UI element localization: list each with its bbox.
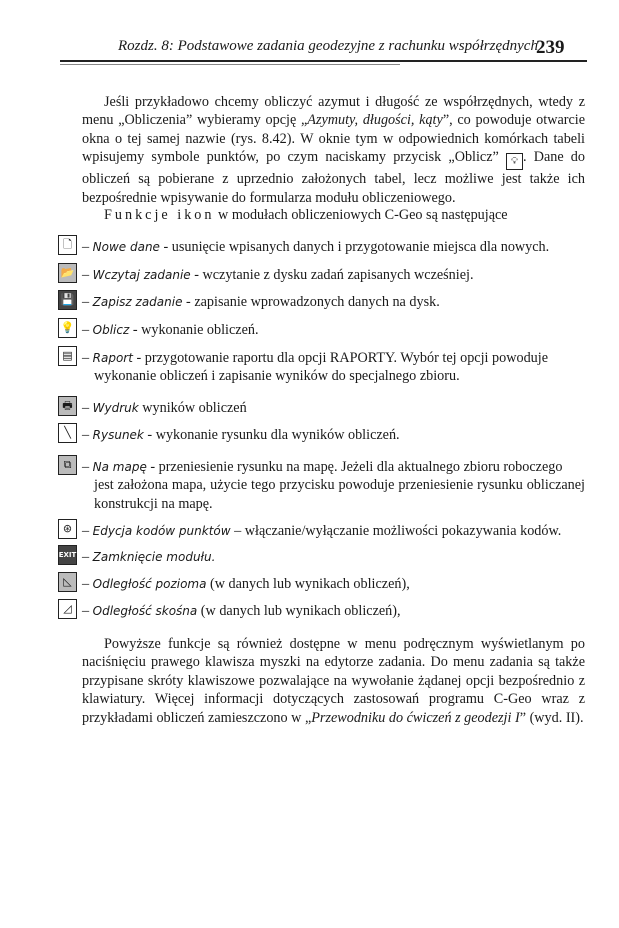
item-text: – Raport - przygotowanie raportu dla opcji RAPORTY. Wybór tej opcji powoduje wykonanie obliczeń i zapisanie wyników do specjalnego zbioru. <box>82 349 585 386</box>
item-label: Raport <box>92 351 133 365</box>
icon-list-item <box>58 266 585 284</box>
item-desc: (w danych lub wynikach obliczeń), <box>200 603 401 619</box>
item-text: – Rysunek - wykonanie rysunku dla wyników obliczeń. <box>82 427 400 443</box>
item-text: – Na mapę - przeniesienie rysunku na mapę. Jeżeli dla aktualnego zbioru roboczego jest założona mapa, użycie tego przycisku powoduje przeniesienie rysunku obliczanej konstrukcji na mapę. <box>82 459 585 512</box>
item-sep: - <box>182 294 195 310</box>
outro-text-2: ” (wyd. II). <box>519 709 584 726</box>
item-desc: włączanie/wyłączanie możliwości pokazywania kodów. <box>244 523 562 539</box>
to-map-icon: ⧉ <box>58 455 77 475</box>
item-label: Edycja kodów punktów <box>92 524 231 538</box>
item-label: Zamknięcie modułu. <box>92 550 216 564</box>
item-label: Zapisz zadanie <box>92 295 183 309</box>
item-desc: wyników obliczeń <box>142 400 247 416</box>
item-text: – Wczytaj zadanie - wczytanie z dysku zadań zapisanych wcześniej. <box>82 267 474 283</box>
item-label: Wydruk <box>92 401 139 415</box>
icon-list-item <box>58 548 585 566</box>
icon-list-item <box>58 349 585 386</box>
running-header: Rozdz. 8: Podstawowe zadania geodezyjne z rachunku współrzędnych <box>118 38 538 54</box>
icons-lead <box>104 207 508 224</box>
item-label: Wczytaj zadanie <box>92 268 191 282</box>
open-task-icon: 📂 <box>58 263 77 283</box>
print-icon: 🖶 <box>58 396 77 416</box>
item-desc: wczytanie z dysku zadań zapisanych wcześniej. <box>202 267 474 283</box>
item-sep: - <box>146 459 159 475</box>
exit-label: EXIT <box>58 550 77 559</box>
item-desc: zapisanie wprowadzonych danych na dysk. <box>194 294 440 310</box>
item-text: – Odległość pozioma (w danych lub wynikach obliczeń), <box>82 576 410 592</box>
item-sep: - <box>159 239 172 255</box>
item-label: Odległość skośna <box>92 604 198 618</box>
intro-menu-option: Azymuty, długości, kąty <box>307 112 443 129</box>
item-label: Nowe dane <box>92 240 160 254</box>
calculate-icon: 💡 <box>58 318 77 338</box>
icon-list-item <box>58 399 585 417</box>
item-desc: przeniesienie rysunku na mapę. Jeżeli dla aktualnego zbioru roboczego <box>158 459 563 475</box>
intro-paragraph <box>82 93 585 207</box>
outro-paragraph <box>82 635 585 727</box>
item-desc-cont: wykonanie obliczeń i zapisanie wyników do specjalnego zbioru. <box>94 368 460 385</box>
lead-spaced: Funkcje ikon <box>104 207 215 223</box>
exit-icon <box>58 545 77 565</box>
intro-text-3: . Dane do obliczeń są pobierane z uprzednio założonych tabel, lecz możliwe jest także ich bezpośrednie wpisywanie do formularza modułu obliczeniowego. <box>82 149 585 206</box>
intro-text-1: Jeśli przykładowo chcemy obliczyć azymut i długość ze współrzędnych, wtedy z menu „Obliczenia” wybieramy opcję „ <box>82 94 585 129</box>
item-sep: - <box>190 267 203 283</box>
item-sep: - <box>132 350 145 366</box>
item-desc-cont: jest założona mapa, użycie tego przycisku powoduje przeniesienie rysunku obliczanej konstrukcji na mapę. <box>94 477 585 512</box>
page-number: 239 <box>536 37 565 58</box>
point-codes-icon: ⊛ <box>58 519 77 539</box>
item-desc: usunięcie wpisanych danych i przygotowanie miejsca dla nowych. <box>171 239 550 255</box>
intro-text-2: ”, co powoduje otwarcie okna o tej samej nazwie (rys. 8.42). W oknie tym w odpowiednich komórkach tabeli wpisujemy symbole punktów, po czym naciskamy przycisk „Oblicz” <box>82 112 585 166</box>
icon-list-item <box>58 522 585 540</box>
icon-list-item <box>58 321 585 339</box>
item-text: – Zapisz zadanie - zapisanie wprowadzonych danych na dysk. <box>82 294 440 310</box>
horizontal-distance-icon: ◺ <box>58 572 77 592</box>
icon-list-item <box>58 602 585 620</box>
header-rule <box>60 60 587 62</box>
icon-list-item <box>58 426 585 444</box>
item-text: – Nowe dane - usunięcie wpisanych danych i przygotowanie miejsca dla nowych. <box>82 239 550 255</box>
item-desc: wykonanie rysunku dla wyników obliczeń. <box>155 427 400 443</box>
item-sep: - <box>129 322 142 338</box>
slope-distance-icon: ◿ <box>58 599 77 619</box>
icon-list-item <box>58 575 585 593</box>
item-desc: przygotowanie raportu dla opcji RAPORTY. Wybór tej opcji powoduje <box>144 350 548 366</box>
item-label: Rysunek <box>92 428 144 442</box>
item-sep: - <box>143 427 156 443</box>
item-text: – Wydruk wyników obliczeń <box>82 400 247 416</box>
icon-list-item <box>58 238 585 256</box>
new-data-icon: 🗋 <box>58 235 77 255</box>
header-rule-thin <box>60 64 400 65</box>
icon-list-item <box>58 293 585 311</box>
item-label: Oblicz <box>92 323 130 337</box>
calculate-inline-icon: 💡︎ <box>506 153 523 170</box>
item-text: – Edycja kodów punktów – włączanie/wyłączanie możliwości pokazywania kodów. <box>82 523 562 539</box>
item-sep: – <box>230 523 245 539</box>
lead-rest: w modułach obliczeniowych C-Geo są następujące <box>214 207 508 223</box>
item-desc: (w danych lub wynikach obliczeń), <box>210 576 410 592</box>
drawing-icon: ╲ <box>58 423 77 443</box>
item-label: Odległość pozioma <box>92 577 207 591</box>
item-text: – Odległość skośna (w danych lub wynikach obliczeń), <box>82 603 401 619</box>
report-icon: ▤ <box>58 346 77 366</box>
item-label: Na mapę <box>92 460 147 474</box>
icon-list-item <box>58 458 585 513</box>
item-desc: wykonanie obliczeń. <box>141 322 259 338</box>
outro-book-title: Przewodniku do ćwiczeń z geodezji I <box>311 709 520 726</box>
save-task-icon: 💾 <box>58 290 77 310</box>
item-text: – Oblicz - wykonanie obliczeń. <box>82 322 259 338</box>
item-text: – Zamknięcie modułu. <box>82 549 216 565</box>
outro-text-1: Powyższe funkcje są również dostępne w menu podręcznym wyświetlanym po naciśnięciu prawego klawisza myszki na edytorze zadania. Do menu zadania są także przypisane skróty klawiszowe pozwalające na wywołanie żądanej opcji bezpośrednio z klawiatury. Więcej informacji dotyczących zastosowań programu C-Geo wraz z przykładami obliczeń zamieszczono w „ <box>82 636 585 726</box>
